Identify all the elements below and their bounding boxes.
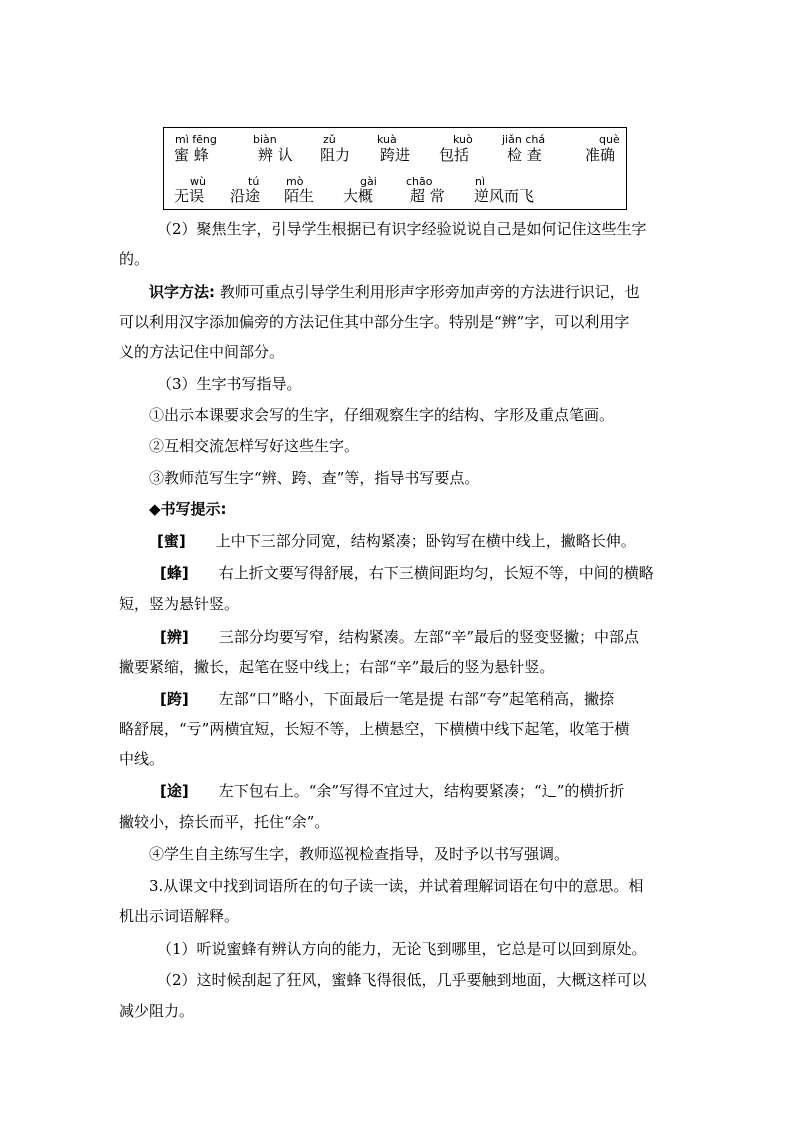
pinyin-label: zǔ [323,133,336,146]
vocab-word: 陌生 [284,187,315,205]
pinyin-label: kuà [377,133,397,146]
character-tag: [途] [160,782,189,800]
vocab-word: 超 常 [410,187,445,205]
vocab-word: 包括 [439,146,470,164]
example-sentence: （2）这时候刮起了狂风，蜜蜂飞得很低，几乎要触到地面，大概这样可以 [157,971,647,989]
paragraph-line: （2）聚焦生字，引导学生根据已有识字经验说说自己是如何记住这些生字 [157,220,647,238]
vocab-word: 大概 [343,187,374,205]
step-item: ③教师范写生字“辨、跨、查”等，指导书写要点。 [149,469,480,487]
vocab-word: 沿途 [230,187,261,205]
vocab-word: 跨进 [380,146,411,164]
vocab-word: 蜜 蜂 [174,146,209,164]
tip-text: 上中下三部分同宽，结构紧凑；卧钩写在横中线上，撇略长伸。 [215,532,636,550]
pinyin-label: jiǎn chá [502,133,546,146]
pinyin-label: chāo [406,175,433,188]
tip-line: 撇较小，捺长而平，托住“余”。 [119,813,330,831]
tip-line [160,627,639,647]
pinyin-label: tú [248,175,260,188]
example-sentence: （1）听说蜜蜂有辨认方向的能力，无论飞到哪里，它总是可以回到原处。 [157,940,647,958]
character-tag: [辨] [160,628,189,646]
vocab-word: 逆风而飞 [474,187,535,205]
section-3-line: 机出示词语解释。 [119,907,240,925]
pinyin-label: nì [475,175,486,188]
example-sentence: 减少阻力。 [119,1002,195,1020]
pinyin-label: mò [286,175,304,188]
writing-tips-heading: ◆书写提示: [149,500,227,518]
pinyin-label: biàn [253,133,277,146]
paragraph-line: 义的方法记住中间部分。 [119,343,285,361]
tip-line [160,781,624,801]
paragraph-line: （3）生字书写指导。 [157,375,302,393]
character-tag: [跨] [160,690,189,708]
tip-text: 左下包右上。“余”写得不宜过大，结构要紧凑；“辶”的横折折 [218,782,625,800]
vocab-word: 检 查 [507,146,542,164]
pinyin-label: mì fēng [175,133,217,146]
step-item: ④学生自主练写生字，教师巡视检查指导，及时予以书写强调。 [149,845,570,863]
literacy-method-label: 识字方法: [149,283,215,301]
literacy-method-line [149,282,640,302]
pinyin-label: gài [360,175,377,188]
tip-text: 右上折文要写得舒展，右下三横间距均匀，长短不等，中间的横略 [218,564,654,582]
tip-line [160,689,614,709]
pinyin-vocabulary-box [163,127,627,210]
pinyin-label: què [599,133,620,146]
tip-line [157,531,636,551]
literacy-method-text: 教师可重点引导学生利用形声字形旁加声旁的方法进行识记，也 [215,283,640,301]
step-item: ①出示本课要求会写的生字，仔细观察生字的结构、字形及重点笔画。 [149,406,615,424]
tip-text: 三部分均要写窄，结构紧凑。左部“辛”最后的竖变竖撇；中部点 [218,628,640,646]
vocab-word: 准确 [585,146,616,164]
tip-line: 撇要紧缩，撇长，起笔在竖中线上；右部“辛”最后的竖为悬针竖。 [119,658,555,676]
vocab-word: 阻力 [320,146,351,164]
vocab-word: 辨 认 [258,146,293,164]
section-3-line: 3.从课文中找到词语所在的句子读一读，并试着理解词语在句中的意思。相 [149,877,644,895]
paragraph-line: 可以利用汉字添加偏旁的方法记住其中部分生字。特别是“辨”字，可以利用字 [119,313,630,331]
pinyin-label: kuò [453,133,473,146]
tip-line: 中线。 [119,750,165,768]
paragraph-line: 的。 [119,250,150,268]
character-tag: [蜂] [160,564,189,582]
vocab-word: 无误 [174,187,205,205]
step-item: ②互相交流怎样写好这些生字。 [149,437,360,455]
tip-line: 短，竖为悬针竖。 [119,595,240,613]
character-tag: [蜜] [157,532,186,550]
tip-line [160,563,654,583]
tip-line: 略舒展，“亏”两横宜短，长短不等，上横悬空，下横横中线下起笔，收笔于横 [119,720,630,738]
tip-text: 左部“口”略小，下面最后一笔是提 右部“夸”起笔稍高，撇捺 [218,690,615,708]
pinyin-label: wù [190,175,206,188]
